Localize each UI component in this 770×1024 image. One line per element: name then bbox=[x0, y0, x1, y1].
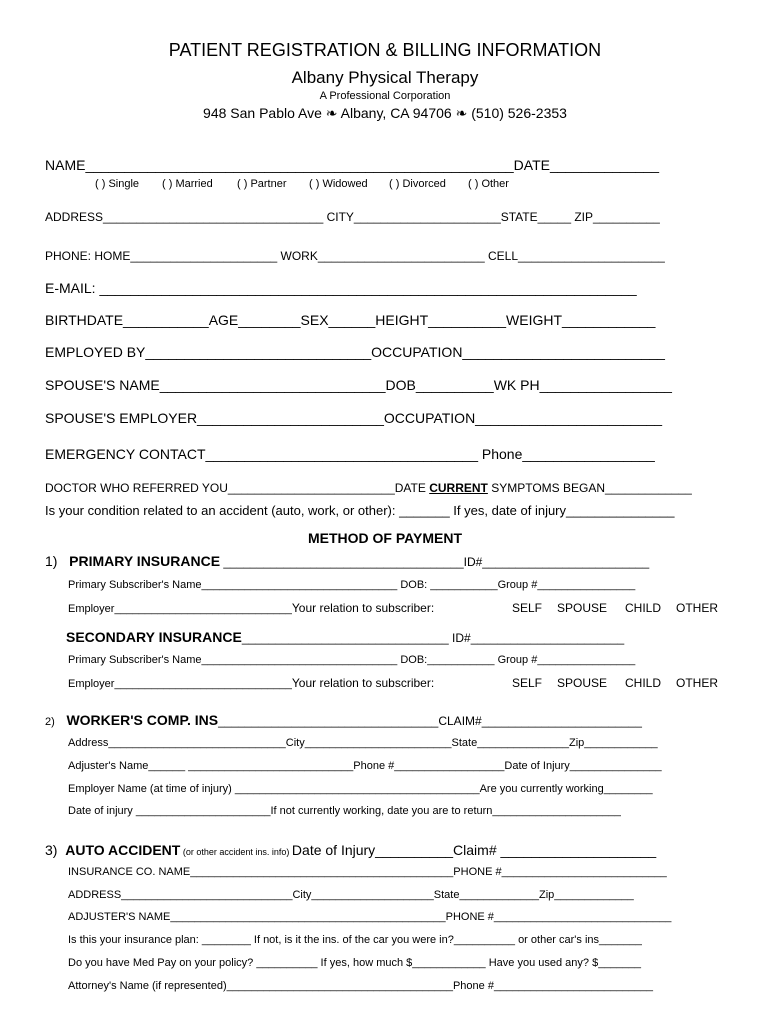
workers-comp-title: WORKER'S COMP. INS bbox=[66, 712, 219, 728]
primary-employer-field[interactable] bbox=[68, 602, 434, 615]
clinic-name: Albany Physical Therapy bbox=[291, 68, 479, 87]
section-number: 1) bbox=[45, 553, 58, 569]
payment-heading: METHOD OF PAYMENT bbox=[307, 530, 462, 546]
relation-child[interactable]: CHILD bbox=[625, 676, 662, 690]
doctor-label: DOCTOR WHO REFERRED YOU_________________________DATE bbox=[45, 481, 430, 495]
workers-comp-claim: _________________________________CLAIM#________________________ bbox=[218, 714, 642, 728]
auto-accident-title: AUTO ACCIDENT bbox=[65, 842, 181, 858]
auto-attorney-field[interactable]: Attorney's Name (if represented)_____________________________________Phone #__________________________ bbox=[68, 980, 654, 992]
status-single[interactable]: ( ) Single bbox=[95, 178, 140, 190]
workers-address-field[interactable]: Address_____________________________City________________________State_______________Zip____________ bbox=[68, 737, 658, 749]
clinic-city: Albany, CA 94706 bbox=[340, 105, 452, 121]
section-number: 2) bbox=[45, 716, 55, 728]
secondary-employer-label: Employer_____________________________ bbox=[68, 678, 292, 690]
accident-field[interactable]: Is your condition related to an accident (auto, work, or other): _______ If yes, date of injury_______________ bbox=[45, 503, 675, 518]
relation-spouse[interactable]: SPOUSE bbox=[557, 676, 608, 690]
ornament-icon: ❧ bbox=[455, 105, 468, 121]
clinic-address-line bbox=[0, 105, 770, 122]
clinic-phone: (510) 526-2353 bbox=[471, 105, 567, 121]
relation-other[interactable]: OTHER bbox=[676, 676, 718, 690]
relation-self[interactable]: SELF bbox=[512, 601, 543, 615]
workers-employer-field[interactable]: Employer Name (at time of injury) ________________________________________Are you currently working________ bbox=[68, 783, 653, 795]
address-field[interactable]: ADDRESS_________________________________ CITY______________________STATE_____ ZIP__________ bbox=[45, 210, 660, 224]
referring-doctor-field[interactable] bbox=[45, 482, 692, 494]
form-title: PATIENT REGISTRATION & BILLING INFORMATION bbox=[168, 40, 602, 60]
employed-field[interactable]: EMPLOYED BY_____________________________OCCUPATION__________________________ bbox=[45, 344, 665, 360]
primary-employer-label: Employer_____________________________ bbox=[68, 603, 292, 615]
relation-child[interactable]: CHILD bbox=[625, 601, 662, 615]
auto-accident-field[interactable] bbox=[45, 843, 656, 857]
emergency-contact-field[interactable]: EMERGENCY CONTACT___________________________________ Phone_________________ bbox=[45, 446, 655, 462]
secondary-employer-field[interactable] bbox=[68, 677, 434, 690]
secondary-insurance-id: _______________________________ ID#_______________________ bbox=[241, 631, 625, 645]
relation-other[interactable]: OTHER bbox=[676, 601, 718, 615]
name-date-field[interactable]: NAME_______________________________________________________DATE______________ bbox=[45, 157, 659, 173]
primary-insurance-title: PRIMARY INSURANCE bbox=[69, 553, 221, 569]
auto-address-field[interactable]: ADDRESS____________________________City____________________State_____________Zip_____________ bbox=[68, 889, 634, 901]
primary-insurance-field[interactable] bbox=[45, 554, 649, 568]
spouse-employer-field[interactable]: SPOUSE'S EMPLOYER________________________OCCUPATION________________________ bbox=[45, 410, 663, 426]
secondary-subscriber-field[interactable]: Primary Subscriber's Name________________________________ DOB:___________ Group #________________ bbox=[68, 654, 636, 666]
email-field[interactable]: E-MAIL: _____________________________________________________________________ bbox=[45, 280, 637, 296]
birthdate-field[interactable]: BIRTHDATE___________AGE________SEX______HEIGHT__________WEIGHT____________ bbox=[45, 312, 656, 328]
section-number: 3) bbox=[45, 842, 58, 858]
auto-plan-field[interactable]: Is this your insurance plan: ________ If not, is it the ins. of the car you were in?__________ or other car's ins_______ bbox=[68, 934, 642, 946]
workers-comp-field[interactable] bbox=[45, 713, 642, 728]
auto-accident-claim: Date of Injury__________Claim# ____________________ bbox=[291, 842, 657, 858]
relation-spouse[interactable]: SPOUSE bbox=[557, 601, 608, 615]
current-emphasis: CURRENT bbox=[429, 481, 488, 495]
auto-adjuster-field[interactable]: ADJUSTER'S NAME_____________________________________________PHONE #_____________________________ bbox=[68, 911, 672, 923]
status-partner[interactable]: ( ) Partner bbox=[237, 178, 287, 190]
status-married[interactable]: ( ) Married bbox=[162, 178, 213, 190]
status-widowed[interactable]: ( ) Widowed bbox=[309, 178, 368, 190]
corporation-line: A Professional Corporation bbox=[319, 90, 451, 102]
status-divorced[interactable]: ( ) Divorced bbox=[389, 178, 446, 190]
secondary-insurance-title: SECONDARY INSURANCE bbox=[66, 629, 242, 645]
clinic-street: 948 San Pablo Ave bbox=[203, 105, 322, 121]
primary-subscriber-field[interactable]: Primary Subscriber's Name________________________________ DOB: ___________Group #________________ bbox=[68, 579, 636, 591]
status-other[interactable]: ( ) Other bbox=[468, 178, 509, 190]
auto-insurance-name-field[interactable]: INSURANCE CO. NAME___________________________________________PHONE #___________________________ bbox=[68, 866, 667, 878]
secondary-insurance-field[interactable] bbox=[66, 630, 624, 644]
workers-adjuster-field[interactable]: Adjuster's Name______ ___________________________Phone #__________________Date of Injury_______________ bbox=[68, 760, 662, 772]
primary-insurance-id: ____________________________________ID#_________________________ bbox=[220, 555, 650, 569]
relation-self[interactable]: SELF bbox=[512, 676, 543, 690]
ornament-icon: ❧ bbox=[325, 105, 338, 121]
workers-date-field[interactable]: Date of injury ______________________If not currently working, date you are to return_____________________ bbox=[68, 805, 621, 817]
auto-medpay-field[interactable]: Do you have Med Pay on your policy? __________ If yes, how much $____________ Have you used any? $_______ bbox=[68, 957, 642, 969]
symptoms-label: SYMPTOMS BEGAN_____________ bbox=[487, 481, 692, 495]
phone-field[interactable]: PHONE: HOME______________________ WORK_________________________ CELL______________________ bbox=[45, 249, 665, 263]
spouse-name-field[interactable]: SPOUSE'S NAME_____________________________DOB__________WK PH_________________ bbox=[45, 377, 672, 393]
auto-accident-note: (or other accident ins. info) bbox=[180, 847, 292, 857]
relation-label: Your relation to subscriber: bbox=[291, 601, 435, 615]
relation-label: Your relation to subscriber: bbox=[291, 676, 435, 690]
